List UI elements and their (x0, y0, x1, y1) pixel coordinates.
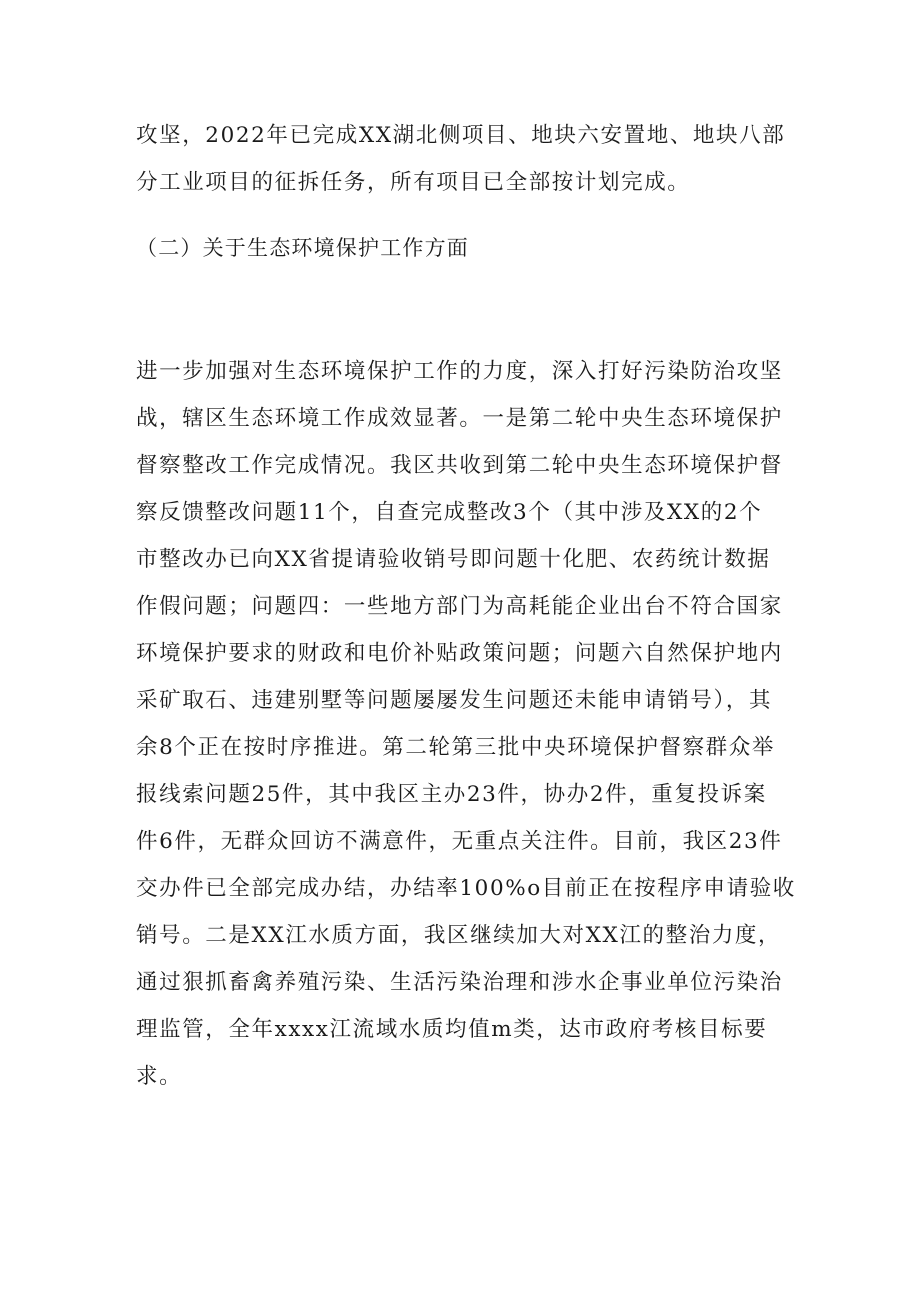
paragraph-2-line: 战，辖区生态环境工作成效显著。一是第二轮中央生态环境保护 (136, 406, 783, 431)
paragraph-1-line: 分工业项目的征拆任务，所有项目已全部按计划完成。 (136, 170, 691, 195)
paragraph-2-line: 采矿取石、违建别墅等问题屡屡发生问题还未能申请销号），其 (136, 688, 773, 713)
paragraph-1 (136, 112, 786, 206)
paragraph-2 (136, 348, 796, 1100)
paragraph-2-line: 作假问题；问题四：一些地方部门为高耗能企业出台不符合国家 (136, 594, 783, 619)
section-heading: （二）关于生态环境保护工作方面 (136, 236, 469, 260)
paragraph-2-line: 环境保护要求的财政和电价补贴政策问题；问题六自然保护地内 (136, 641, 783, 666)
paragraph-2-line: 销号。二是XX江水质方面，我区继续加大对XX江的整治力度， (136, 923, 782, 948)
paragraph-2-line: 通过狠抓畜禽养殖污染、生活污染治理和涉水企事业单位污染治 (136, 970, 783, 995)
paragraph-2-line: 交办件已全部完成办结，办结率100%o目前正在按程序申请验收 (136, 876, 796, 901)
paragraph-2-line: 进一步加强对生态环境保护工作的力度，深入打好污染防治攻坚 (136, 359, 783, 384)
paragraph-1-line: 攻坚，2022年已完成XX湖北侧项目、地块六安置地、地块八部 (136, 123, 786, 148)
paragraph-2-line: 报线索问题25件，其中我区主办23件，协办2件，重复投诉案 (136, 782, 767, 807)
paragraph-2-line: 察反馈整改问题11个，自查完成整改3个（其中涉及XX的2个 (136, 500, 763, 525)
paragraph-2-line: 余8个正在按时序推进。第二轮第三批中央环境保护督察群众举 (136, 735, 775, 760)
paragraph-2-line: 督察整改工作完成情况。我区共收到第二轮中央生态环境保护督 (136, 453, 783, 478)
paragraph-2-line: 求。 (136, 1064, 183, 1089)
paragraph-2-line: 理监管，全年xxxx江流域水质均值m类，达市政府考核目标要 (136, 1017, 768, 1042)
paragraph-2-line: 件6件，无群众回访不满意件，无重点关注件。目前，我区23件 (136, 829, 783, 854)
paragraph-2-line: 市整改办已向XX省提请验收销号即问题十化肥、农药统计数据 (136, 547, 771, 572)
